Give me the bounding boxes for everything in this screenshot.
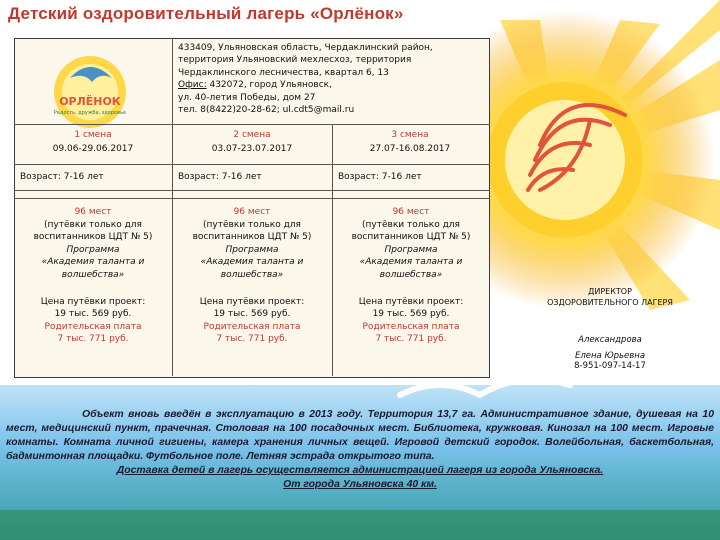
note: (путёвки только для: [362, 219, 460, 230]
note: воспитанников ЦДТ № 5): [351, 232, 471, 243]
grid-line: [14, 190, 490, 191]
grid-line: [14, 124, 490, 125]
director-phone: 8-951-097-14-17: [574, 361, 646, 371]
parent-fee-value: 7 тыс. 771 руб.: [57, 334, 129, 345]
office-line: [178, 79, 484, 91]
program-name: «Академия таланта и: [41, 257, 145, 268]
shift-3-age: Возраст: 7-16 лет: [338, 172, 422, 182]
address-block: [178, 42, 484, 116]
places: 96 мест: [392, 207, 430, 217]
shift-1-age: Возраст: 7-16 лет: [20, 172, 104, 182]
price-label: Цена путёвки проект:: [40, 296, 146, 307]
price-value: 19 тыс. 569 руб.: [213, 309, 291, 320]
parent-fee-value: 7 тыс. 771 руб.: [216, 334, 288, 345]
page-title: Детский оздоровительный лагерь «Орлёнок»: [8, 4, 404, 23]
distance-note: От города Ульяновска 40 км.: [283, 479, 437, 490]
shift-2-details: [177, 206, 327, 346]
shift-2-dates: 03.07-23.07.2017: [211, 144, 293, 154]
program-label: Программа: [66, 244, 120, 255]
price-value: 19 тыс. 569 руб.: [54, 309, 132, 320]
director-name: [520, 332, 700, 364]
address-line: Чердаклинского лесничества, квартал 6, 13: [178, 67, 389, 78]
contact-line: тел. 8(8422)20-28-62; ul.cdt5@mail.ru: [178, 105, 355, 116]
program-name: волшебства»: [379, 269, 443, 280]
program-name: «Академия таланта и: [200, 257, 304, 268]
address-line: ул. 40-летия Победы, дом 27: [178, 92, 316, 103]
parent-fee-value: 7 тыс. 771 руб.: [375, 334, 447, 345]
price-label: Цена путёвки проект:: [199, 296, 305, 307]
shift-3-dates: 27.07-16.08.2017: [369, 144, 451, 154]
program-label: Программа: [384, 244, 438, 255]
transport-note: Доставка детей в лагерь осуществляется администрацией лагеря из города Ульяновска.: [116, 465, 604, 476]
shift-2-age: Возраст: 7-16 лет: [178, 172, 262, 182]
program-name: волшебства»: [220, 269, 284, 280]
grid-line: [332, 198, 333, 376]
shift-1-details: [18, 206, 168, 346]
grid-line: [14, 198, 490, 199]
shift-1-dates: 09.06-29.06.2017: [52, 144, 134, 154]
note: воспитанников ЦДТ № 5): [192, 232, 312, 243]
logo-subtext: Радость, дружба, здоровье: [53, 110, 127, 116]
camp-logo: [40, 50, 140, 135]
director-title-line: ДИРЕКТОР: [588, 287, 632, 296]
director-given-name: Елена Юрьевна: [574, 351, 646, 361]
parent-fee-label: Родительская плата: [362, 321, 460, 332]
program-name: «Академия таланта и: [359, 257, 463, 268]
director-surname: Александрова: [578, 335, 642, 345]
grid-line: [172, 198, 173, 376]
address-line: 433409, Ульяновская область, Чердаклинский район,: [178, 43, 433, 53]
grid-line: [14, 164, 490, 165]
price-label: Цена путёвки проект:: [358, 296, 464, 307]
note: воспитанников ЦДТ № 5): [33, 232, 153, 243]
note: (путёвки только для: [203, 219, 301, 230]
parent-fee-label: Родительская плата: [203, 321, 301, 332]
logo-text: ОРЛЁНОК: [59, 95, 121, 108]
places: 96 мест: [233, 207, 271, 217]
shift-1-name: 1 смена: [74, 130, 112, 140]
shift-2-name: 2 смена: [233, 130, 271, 140]
description-paragraph: Объект вновь введён в эксплуатацию в 2013 году. Территория 13,7 га. Административное здание, душевая на 10 мест, медицинский пункт, прачечная. Столовая на 100 посадочных мест. Библиотека, кружковая. Кинозал на 100 мест. Игровые комнаты. Комната личной гигиены, камера хранения личных вещей. Игровой детский городок. Волейбольная, баскетбольная, бадминтонная площадки. Футбольное поле. Летняя эстрада открытого типа.: [6, 409, 714, 462]
note: (путёвки только для: [44, 219, 142, 230]
places: 96 мест: [74, 207, 112, 217]
program-name: волшебства»: [61, 269, 125, 280]
address-line: территория Ульяновский мехлесхоз, территория: [178, 55, 412, 66]
shift-3-details: [336, 206, 486, 346]
camp-description: [6, 408, 714, 492]
parent-fee-label: Родительская плата: [44, 321, 142, 332]
director-title: [520, 286, 700, 308]
office-value: 432072, город Ульяновск,: [206, 80, 332, 91]
price-value: 19 тыс. 569 руб.: [372, 309, 450, 320]
office-label: Офис:: [178, 80, 207, 91]
program-label: Программа: [225, 244, 279, 255]
shift-3-name: 3 смена: [391, 130, 429, 140]
director-title-line: ОЗДОРОВИТЕЛЬНОГО ЛАГЕРЯ: [547, 298, 673, 307]
grid-line: [172, 38, 173, 198]
